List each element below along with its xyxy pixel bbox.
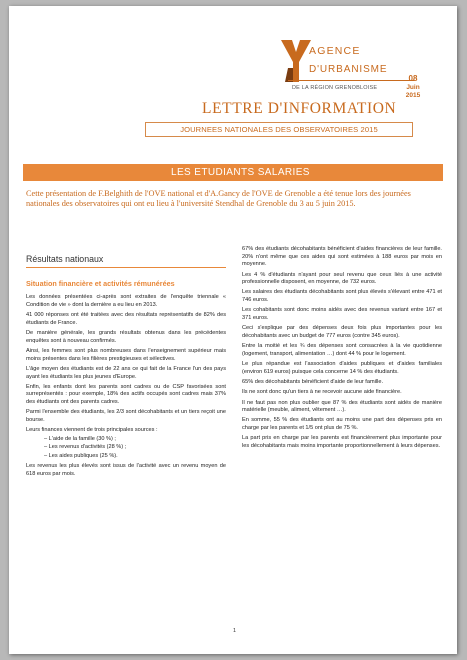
paragraph: Ceci s'explique par des dépenses deux fois plus importantes pour les décohabitants avec un budget de 777 euros (contre 345 euros). — [242, 325, 442, 339]
left-column — [26, 246, 226, 481]
page-number: 1 — [233, 628, 237, 634]
logo-line3: DE LA RÉGION GRENOBLOISE — [292, 85, 378, 91]
paragraph: Les cohabitants sont donc moins aidés avec des revenus variant entre 167 et 371 euros. — [242, 307, 442, 322]
list-item: – Les aides publiques (25 %). — [44, 452, 118, 459]
logo-line2: D'URBANISME — [309, 64, 388, 76]
list-item-text: Les revenus d'activités (28 %) ; — [48, 444, 127, 451]
paragraph: De manière générale, les grands résultats obtenus dans les précédentes enquêtes sont à nouveau confirmés. — [26, 330, 226, 344]
intro-paragraph: Cette présentation de F.Belghith de l'OVE national et d'A.Gancy de l'OVE de Grenoble a été tenue lors des journées nationales des observatoires qui ont eu lieu à l'université Stendhal de Grenoble du 3 au 5 juin 2015. — [26, 189, 411, 209]
issue-number: 08 — [408, 74, 418, 83]
event-subtitle: JOURNEES NATIONALES DES OBSERVATOIRES 2015 — [145, 122, 413, 137]
paragraph: Entre la moitié et les ¾ des dépenses sont consacrées à la vie quotidienne (logement, transport, alimentation …) dont 44 % pour le logement. — [242, 343, 442, 357]
list-item-text: Les aides publiques (25 %). — [48, 452, 118, 459]
paragraph: En somme, 55 % des étudiants ont au moins une part des dépenses pris en charge par les parents et 1/5 ont plus de 75 %. — [242, 417, 442, 432]
issue-year: 2015 — [405, 92, 421, 100]
agency-logo-icon — [279, 38, 313, 84]
paragraph: Ainsi, les femmes sont plus nombreuses dans l'enseignement supérieur mais moins présentes dans les filières prestigieuses et sélectives. — [26, 347, 226, 362]
paragraph: Les revenus les plus élevés sont issus de l'activité avec un revenu moyen de 618 euros par mois. — [26, 463, 226, 477]
agency-name — [309, 46, 419, 76]
paragraph: 67% des étudiants décohabitants bénéficient d'aides financières de leur famille. 20% n'ont même que ces aides qui sont estimées à 188 euros par mois en moyenne. — [242, 246, 442, 268]
issue-badge — [393, 74, 433, 118]
document-page — [9, 6, 457, 654]
paragraph: Les 4 % d'étudiants n'ayant pour seul revenu que ceux liés à une activité professionnelle disposent, en moyenne, de 732 euros. — [242, 271, 442, 286]
issue-month: Juin — [406, 84, 420, 91]
paragraph: Il ne faut pas non plus oublier que 87 % des étudiants sont aidés de manière matérielle (meuble, aliment, vêtement …). — [242, 399, 442, 414]
logo-line1: AGENCE — [309, 45, 361, 57]
subsection-heading: Situation financière et activités rémunérées — [26, 278, 175, 288]
paragraph: Parmi l'ensemble des étudiants, les 2/3 sont décohabitants et un tiers reçoit une bourse. — [26, 409, 226, 423]
list-item-text: L'aide de la famille (30 %) ; — [48, 435, 116, 442]
paragraph: Le plus répandue est l'association d'aides publiques et d'aides familiales (environ 619 euros) puisque cela concerne 14 % des étudiants. — [242, 361, 442, 375]
paragraph: Leurs finances viennent de trois principales sources : — [26, 427, 158, 434]
section-heading: Résultats nationaux — [26, 256, 226, 268]
list-item: – Les revenus d'activités (28 %) ; — [44, 444, 127, 451]
section-banner: LES ETUDIANTS SALARIES — [23, 164, 443, 181]
paragraph: Les données présentées ci-après sont extraites de l'enquête triennale « Condition de vie » dont la dernière a eu lieu en 2013. — [26, 294, 226, 308]
paragraph: Les salaires des étudiants décohabitants sont plus élevés s'élevant entre 471 et 746 euros. — [242, 289, 442, 304]
list-item: – L'aide de la famille (30 %) ; — [44, 435, 116, 442]
paragraph: Enfin, les enfants dont les parents sont cadres ou de CSP favorisées sont surreprésentés : pour exemple, 18% des actifs occupés sont cadres mais 37% des étudiants ont des parents cadres. — [26, 383, 226, 406]
paragraph: Ils ne sont donc qu'un tiers à ne recevoir aucune aide financière. — [242, 389, 402, 396]
paragraph: 65% des décohabitants bénéficient d'aide de leur famille. — [242, 379, 384, 385]
newsletter-title: LETTRE D'INFORMATION — [202, 100, 397, 117]
right-column — [242, 246, 442, 453]
paragraph: 41 000 réponses ont été traitées avec des résultats représentatifs de 82% des étudiants de France. — [26, 312, 226, 326]
paragraph: L'âge moyen des étudiants est de 22 ans ce qui fait de la France l'un des pays ayant les étudiants les plus jeunes d'Europe. — [26, 365, 226, 380]
paragraph: La part pris en charge par les parents est financièrement plus importante pour les décohabitants mais moins importante proportionnellement à leurs dépenses. — [242, 435, 442, 449]
